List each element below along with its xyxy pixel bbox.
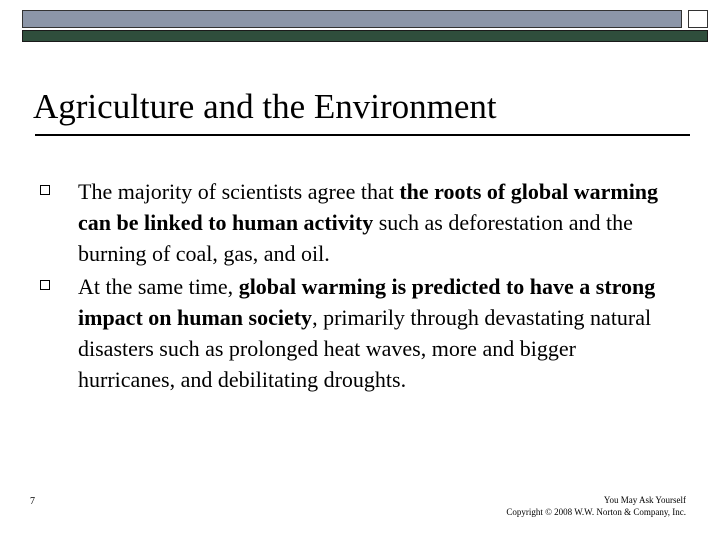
bullet-list <box>40 176 660 397</box>
bullet-text: At the same time, <box>78 274 239 299</box>
square-bullet-icon <box>40 185 50 195</box>
header-square <box>688 10 708 28</box>
bullet-text: The majority of scientists agree that <box>78 179 400 204</box>
copyright-footer <box>506 494 686 518</box>
header-decoration-band <box>0 0 720 45</box>
footer-book-title: You May Ask Yourself <box>603 495 686 505</box>
header-light-bar <box>22 10 682 28</box>
bullet-item <box>40 271 660 395</box>
page-number: 7 <box>30 496 35 507</box>
bullet-text: such as deforestation and the burning of coal, gas, and oil. <box>78 210 633 266</box>
footer-copyright: Copyright © 2008 W.W. Norton & Company, Inc. <box>506 507 686 517</box>
header-dark-bar <box>22 30 708 42</box>
bullet-bold-text: global warming is predicted to have a strong impact on human society <box>78 274 656 330</box>
bullet-bold-text: the roots of global warming can be linked to human activity <box>78 179 659 235</box>
bullet-text: , primarily through devastating natural disasters such as prolonged heat waves, more and bigger hurricanes, and debilitating droughts. <box>78 305 652 392</box>
square-bullet-icon <box>40 280 50 290</box>
title-underline <box>35 134 690 136</box>
bullet-item <box>40 176 660 269</box>
slide-title: Agriculture and the Environment <box>33 87 497 126</box>
